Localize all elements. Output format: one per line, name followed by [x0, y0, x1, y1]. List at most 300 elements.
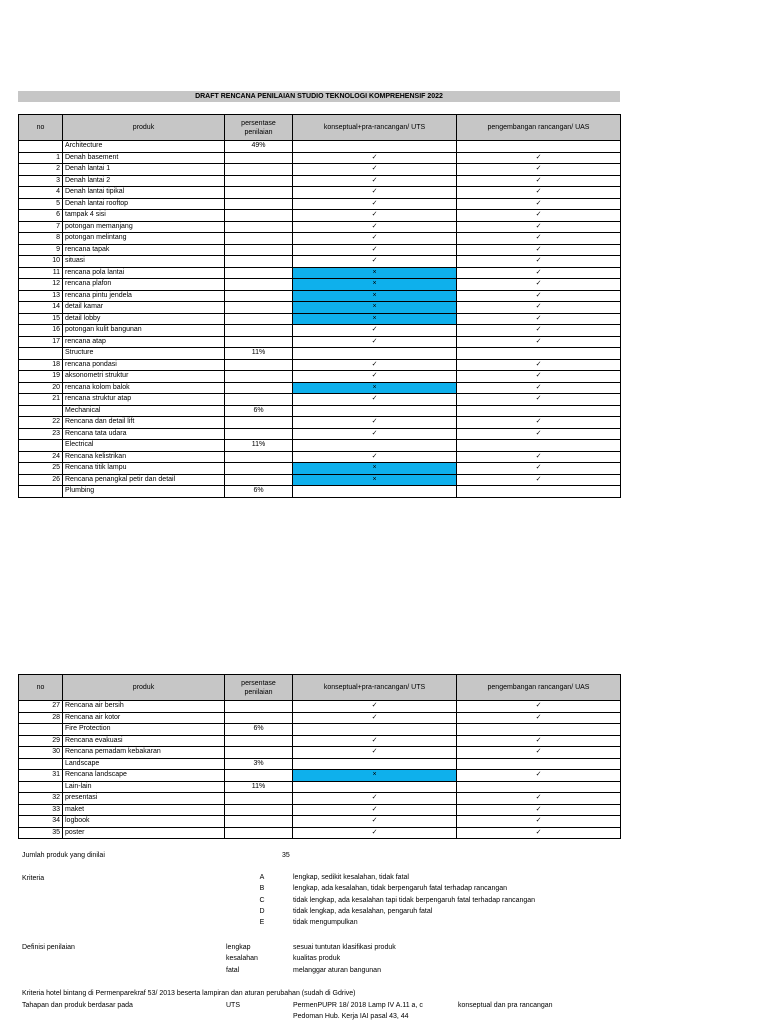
- table-row: [19, 701, 621, 713]
- table-row: [19, 290, 621, 302]
- table-row: [19, 325, 621, 337]
- row-uts-mark: ✓: [293, 325, 457, 337]
- row-produk: potongan kulit bangunan: [63, 325, 225, 337]
- row-no: 27: [19, 701, 63, 713]
- row-uts-mark: ✓: [293, 747, 457, 759]
- section-row: [19, 724, 621, 736]
- row-persentase: [225, 827, 293, 839]
- row-persentase: [225, 712, 293, 724]
- footer-ref1b: konseptual dan pra rancangan: [458, 1002, 553, 1009]
- definisi-label: Definisi penilaian: [22, 944, 75, 951]
- row-produk: situasi: [63, 256, 225, 268]
- summary-value: 35: [282, 852, 290, 859]
- row-uas-mark: ✓: [457, 747, 621, 759]
- row-uts-mark: ✓: [293, 221, 457, 233]
- row-uts-mark: ✓: [293, 152, 457, 164]
- row-uts-mark: [293, 781, 457, 793]
- row-uts-mark: ×: [293, 279, 457, 291]
- kriteria-descriptions: [293, 872, 613, 928]
- row-uts-mark: ✓: [293, 187, 457, 199]
- row-produk: rencana pintu jendela: [63, 290, 225, 302]
- row-uts-mark: ✓: [293, 793, 457, 805]
- row-uts-mark: [293, 440, 457, 452]
- row-uts-mark: [293, 724, 457, 736]
- row-no: 22: [19, 417, 63, 429]
- table-row: [19, 712, 621, 724]
- row-uts-mark: ✓: [293, 712, 457, 724]
- row-persentase: [225, 371, 293, 383]
- row-produk: Denah lantai tipikal: [63, 187, 225, 199]
- row-uas-mark: ✓: [457, 244, 621, 256]
- row-uts-mark: ✓: [293, 735, 457, 747]
- table-row: [19, 770, 621, 782]
- row-uts-mark: ×: [293, 313, 457, 325]
- row-produk: rencana atap: [63, 336, 225, 348]
- row-uas-mark: ✓: [457, 417, 621, 429]
- row-no: 5: [19, 198, 63, 210]
- row-produk: potongan melintang: [63, 233, 225, 245]
- row-uas-mark: ✓: [457, 359, 621, 371]
- row-persentase: [225, 463, 293, 475]
- row-persentase: [225, 816, 293, 828]
- row-produk: Electrical: [63, 440, 225, 452]
- header-uts: konseptual+pra-rancangan/ UTS: [293, 115, 457, 141]
- row-uas-mark: ✓: [457, 463, 621, 475]
- row-persentase: 6%: [225, 486, 293, 498]
- row-uts-mark: ✓: [293, 451, 457, 463]
- row-uts-mark: ✓: [293, 417, 457, 429]
- row-uas-mark: ✓: [457, 152, 621, 164]
- row-no: 32: [19, 793, 63, 805]
- row-uts-mark: ×: [293, 267, 457, 279]
- row-uas-mark: ✓: [457, 313, 621, 325]
- row-produk: Rencana penangkal petir dan detail: [63, 474, 225, 486]
- row-persentase: [225, 302, 293, 314]
- row-produk: rencana tapak: [63, 244, 225, 256]
- row-produk: Rencana air bersih: [63, 701, 225, 713]
- assessment-table-2: [18, 674, 621, 839]
- table-row: [19, 747, 621, 759]
- section-row: [19, 781, 621, 793]
- row-persentase: [225, 451, 293, 463]
- row-uas-mark: ✓: [457, 164, 621, 176]
- row-persentase: [225, 256, 293, 268]
- kriteria-description: lengkap, sedikit kesalahan, tidak fatal: [293, 874, 409, 881]
- row-persentase: [225, 701, 293, 713]
- row-no: 11: [19, 267, 63, 279]
- table-row: [19, 451, 621, 463]
- row-no: 34: [19, 816, 63, 828]
- section-row: [19, 405, 621, 417]
- row-persentase: [225, 244, 293, 256]
- row-uts-mark: ✓: [293, 336, 457, 348]
- row-uts-mark: ×: [293, 382, 457, 394]
- header-uas: pengembangan rancangan/ UAS: [457, 675, 621, 701]
- row-no: 13: [19, 290, 63, 302]
- row-uas-mark: [457, 405, 621, 417]
- row-no: [19, 486, 63, 498]
- row-uts-mark: ×: [293, 463, 457, 475]
- row-persentase: 11%: [225, 348, 293, 360]
- header-produk: produk: [63, 115, 225, 141]
- row-produk: presentasi: [63, 793, 225, 805]
- row-no: 16: [19, 325, 63, 337]
- row-no: 3: [19, 175, 63, 187]
- row-persentase: [225, 267, 293, 279]
- row-uas-mark: ✓: [457, 267, 621, 279]
- row-uts-mark: [293, 348, 457, 360]
- row-uts-mark: ✓: [293, 233, 457, 245]
- row-uas-mark: ✓: [457, 302, 621, 314]
- row-no: 14: [19, 302, 63, 314]
- row-uas-mark: ✓: [457, 735, 621, 747]
- header-uts: konseptual+pra-rancangan/ UTS: [293, 675, 457, 701]
- row-uas-mark: ✓: [457, 428, 621, 440]
- row-produk: Denah lantai rooftop: [63, 198, 225, 210]
- table-row: [19, 152, 621, 164]
- kriteria-description: lengkap, ada kesalahan, tidak berpengaruh fatal terhadap rancangan: [293, 885, 508, 893]
- row-no: 9: [19, 244, 63, 256]
- kriteria-grade: E: [259, 919, 265, 927]
- row-no: [19, 781, 63, 793]
- section-row: [19, 141, 621, 153]
- row-uas-mark: [457, 781, 621, 793]
- row-persentase: [225, 187, 293, 199]
- header-produk: produk: [63, 675, 225, 701]
- row-uts-mark: ×: [293, 770, 457, 782]
- table-row: [19, 313, 621, 325]
- row-persentase: [225, 336, 293, 348]
- row-no: 28: [19, 712, 63, 724]
- definisi-term: fatal: [226, 966, 240, 974]
- row-no: 33: [19, 804, 63, 816]
- row-uts-mark: ✓: [293, 359, 457, 371]
- row-produk: Denah basement: [63, 152, 225, 164]
- row-produk: maket: [63, 804, 225, 816]
- definisi-description: kualitas produk: [293, 955, 341, 963]
- row-persentase: [225, 804, 293, 816]
- row-uas-mark: ✓: [457, 827, 621, 839]
- row-uts-mark: ✓: [293, 198, 457, 210]
- row-no: 2: [19, 164, 63, 176]
- table-row: [19, 371, 621, 383]
- row-uas-mark: ✓: [457, 175, 621, 187]
- row-uts-mark: ×: [293, 290, 457, 302]
- row-no: 26: [19, 474, 63, 486]
- row-persentase: [225, 382, 293, 394]
- row-uts-mark: ✓: [293, 371, 457, 383]
- table-row: [19, 221, 621, 233]
- table-row: [19, 302, 621, 314]
- definisi-description: melanggar aturan bangunan: [293, 966, 381, 974]
- footer-note: Kriteria hotel bintang di Permenparekraf 53/ 2013 beserta lampiran dan aturan perubahan (sudah di Gdrive): [22, 990, 356, 997]
- row-produk: Lain-lain: [63, 781, 225, 793]
- row-uas-mark: ✓: [457, 290, 621, 302]
- row-no: [19, 440, 63, 452]
- row-uas-mark: ✓: [457, 325, 621, 337]
- row-persentase: [225, 198, 293, 210]
- kriteria-description: tidak lengkap, ada kesalahan, pengaruh fatal: [293, 907, 433, 915]
- row-uts-mark: ×: [293, 474, 457, 486]
- row-uas-mark: [457, 440, 621, 452]
- row-no: 18: [19, 359, 63, 371]
- row-uas-mark: ✓: [457, 451, 621, 463]
- row-no: 8: [19, 233, 63, 245]
- row-uts-mark: [293, 486, 457, 498]
- table-row: [19, 359, 621, 371]
- row-uts-mark: [293, 405, 457, 417]
- row-produk: detail kamar: [63, 302, 225, 314]
- kriteria-grade: D: [259, 907, 265, 915]
- row-uas-mark: ✓: [457, 793, 621, 805]
- row-persentase: [225, 313, 293, 325]
- row-no: 19: [19, 371, 63, 383]
- row-no: [19, 348, 63, 360]
- row-uts-mark: ×: [293, 302, 457, 314]
- row-produk: rencana struktur atap: [63, 394, 225, 406]
- row-no: 21: [19, 394, 63, 406]
- row-produk: Mechanical: [63, 405, 225, 417]
- table-row: [19, 256, 621, 268]
- table-row: [19, 474, 621, 486]
- row-produk: Rencana air kotor: [63, 712, 225, 724]
- row-persentase: [225, 175, 293, 187]
- kriteria-grade: B: [259, 885, 265, 893]
- row-persentase: [225, 279, 293, 291]
- row-produk: Denah lantai 1: [63, 164, 225, 176]
- assessment-table-1: [18, 114, 621, 498]
- footer-ref2: Pedoman Hub. Kerja IAI pasal 43, 44: [293, 1013, 409, 1020]
- row-persentase: 11%: [225, 440, 293, 452]
- table-row: [19, 233, 621, 245]
- row-persentase: [225, 210, 293, 222]
- row-no: 31: [19, 770, 63, 782]
- row-uas-mark: ✓: [457, 336, 621, 348]
- kriteria-description: tidak mengumpulkan: [293, 919, 358, 927]
- row-no: 29: [19, 735, 63, 747]
- row-uts-mark: ✓: [293, 256, 457, 268]
- row-uts-mark: ✓: [293, 394, 457, 406]
- row-persentase: [225, 474, 293, 486]
- table-row: [19, 336, 621, 348]
- row-uts-mark: ✓: [293, 244, 457, 256]
- table-row: [19, 394, 621, 406]
- row-uas-mark: ✓: [457, 210, 621, 222]
- row-produk: logbook: [63, 816, 225, 828]
- row-no: 25: [19, 463, 63, 475]
- row-produk: Rencana pemadam kebakaran: [63, 747, 225, 759]
- table-row: [19, 187, 621, 199]
- row-produk: Structure: [63, 348, 225, 360]
- definisi-description: sesuai tuntutan klasifikasi produk: [293, 944, 396, 951]
- row-persentase: [225, 394, 293, 406]
- row-uas-mark: ✓: [457, 701, 621, 713]
- row-produk: Rencana dan detail lift: [63, 417, 225, 429]
- row-uas-mark: ✓: [457, 382, 621, 394]
- table-header-row: [19, 115, 621, 141]
- table-row: [19, 804, 621, 816]
- row-persentase: 3%: [225, 758, 293, 770]
- table-row: [19, 164, 621, 176]
- row-uas-mark: [457, 141, 621, 153]
- summary-label: Jumlah produk yang dinilai: [22, 852, 105, 859]
- row-uas-mark: [457, 758, 621, 770]
- footer-uts: UTS: [226, 1002, 240, 1009]
- row-no: 20: [19, 382, 63, 394]
- table-row: [19, 827, 621, 839]
- table-row: [19, 382, 621, 394]
- row-uas-mark: [457, 724, 621, 736]
- row-produk: rencana pondasi: [63, 359, 225, 371]
- definisi-term: kesalahan: [226, 955, 258, 963]
- row-no: 4: [19, 187, 63, 199]
- footer-ref1: PermenPUPR 18/ 2018 Lamp IV A.11 a, c: [293, 1002, 423, 1009]
- row-no: [19, 141, 63, 153]
- row-no: [19, 758, 63, 770]
- table-row: [19, 175, 621, 187]
- row-uas-mark: ✓: [457, 198, 621, 210]
- row-uas-mark: ✓: [457, 256, 621, 268]
- row-produk: Architecture: [63, 141, 225, 153]
- section-row: [19, 440, 621, 452]
- row-no: 12: [19, 279, 63, 291]
- row-produk: rencana pola lantai: [63, 267, 225, 279]
- table-row: [19, 417, 621, 429]
- row-persentase: [225, 325, 293, 337]
- row-uts-mark: ✓: [293, 816, 457, 828]
- row-uas-mark: ✓: [457, 712, 621, 724]
- row-no: 24: [19, 451, 63, 463]
- row-uts-mark: ✓: [293, 210, 457, 222]
- kriteria-description: tidak lengkap, ada kesalahan tapi tidak berpengaruh fatal terhadap rancangan: [293, 896, 536, 904]
- row-persentase: 6%: [225, 405, 293, 417]
- row-no: 7: [19, 221, 63, 233]
- row-produk: tampak 4 sisi: [63, 210, 225, 222]
- row-produk: Rencana kelistrikan: [63, 451, 225, 463]
- row-uts-mark: ✓: [293, 175, 457, 187]
- row-uas-mark: ✓: [457, 394, 621, 406]
- row-no: 1: [19, 152, 63, 164]
- table-row: [19, 735, 621, 747]
- row-no: 30: [19, 747, 63, 759]
- row-no: 10: [19, 256, 63, 268]
- row-produk: rencana kolom balok: [63, 382, 225, 394]
- row-persentase: [225, 417, 293, 429]
- definisi-terms: [226, 942, 286, 976]
- row-produk: potongan memanjang: [63, 221, 225, 233]
- row-persentase: [225, 359, 293, 371]
- row-produk: poster: [63, 827, 225, 839]
- row-no: 15: [19, 313, 63, 325]
- row-persentase: [225, 793, 293, 805]
- table-row: [19, 428, 621, 440]
- kriteria-grade: C: [259, 896, 265, 904]
- row-no: 23: [19, 428, 63, 440]
- row-produk: Rencana titik lampu: [63, 463, 225, 475]
- row-persentase: 6%: [225, 724, 293, 736]
- row-produk: Denah lantai 2: [63, 175, 225, 187]
- row-persentase: [225, 164, 293, 176]
- row-produk: Rencana evakuasi: [63, 735, 225, 747]
- row-no: 6: [19, 210, 63, 222]
- row-persentase: [225, 747, 293, 759]
- row-persentase: [225, 152, 293, 164]
- row-persentase: [225, 428, 293, 440]
- row-uts-mark: ✓: [293, 428, 457, 440]
- section-row: [19, 758, 621, 770]
- row-persentase: 11%: [225, 781, 293, 793]
- table-row: [19, 198, 621, 210]
- row-produk: Fire Protection: [63, 724, 225, 736]
- kriteria-label: Kriteria: [22, 875, 45, 882]
- row-persentase: [225, 770, 293, 782]
- row-uas-mark: ✓: [457, 804, 621, 816]
- row-uts-mark: ✓: [293, 701, 457, 713]
- row-uas-mark: ✓: [457, 816, 621, 828]
- row-uas-mark: ✓: [457, 187, 621, 199]
- table-row: [19, 816, 621, 828]
- row-uts-mark: [293, 758, 457, 770]
- row-uts-mark: ✓: [293, 804, 457, 816]
- row-persentase: [225, 735, 293, 747]
- row-uts-mark: ✓: [293, 164, 457, 176]
- header-no: no: [19, 675, 63, 701]
- header-persentase: persentase penilaian: [225, 115, 293, 141]
- kriteria-grade: A: [259, 874, 265, 881]
- row-uas-mark: ✓: [457, 770, 621, 782]
- row-uas-mark: ✓: [457, 221, 621, 233]
- row-uas-mark: [457, 348, 621, 360]
- table-header-row: [19, 675, 621, 701]
- row-uas-mark: [457, 486, 621, 498]
- table-row: [19, 210, 621, 222]
- row-persentase: [225, 221, 293, 233]
- row-no: 17: [19, 336, 63, 348]
- row-no: [19, 405, 63, 417]
- row-uas-mark: ✓: [457, 279, 621, 291]
- table-row: [19, 244, 621, 256]
- header-uas: pengembangan rancangan/ UAS: [457, 115, 621, 141]
- row-produk: rencana plafon: [63, 279, 225, 291]
- header-no: no: [19, 115, 63, 141]
- row-produk: Plumbing: [63, 486, 225, 498]
- row-uas-mark: ✓: [457, 371, 621, 383]
- row-persentase: 49%: [225, 141, 293, 153]
- row-no: 35: [19, 827, 63, 839]
- section-row: [19, 486, 621, 498]
- row-uts-mark: ✓: [293, 827, 457, 839]
- document-title: DRAFT RENCANA PENILAIAN STUDIO TEKNOLOGI KOMPREHENSIF 2022: [18, 91, 620, 102]
- row-no: [19, 724, 63, 736]
- kriteria-grades: [256, 872, 268, 928]
- row-produk: Landscape: [63, 758, 225, 770]
- definisi-term: lengkap: [226, 944, 251, 951]
- row-produk: Rencana tata udara: [63, 428, 225, 440]
- footer-tahapan: Tahapan dan produk berdasar pada: [22, 1002, 133, 1009]
- header-persentase: persentase penilaian: [225, 675, 293, 701]
- row-persentase: [225, 233, 293, 245]
- section-row: [19, 348, 621, 360]
- row-produk: aksonometri struktur: [63, 371, 225, 383]
- table-row: [19, 279, 621, 291]
- row-uas-mark: ✓: [457, 233, 621, 245]
- table-row: [19, 463, 621, 475]
- row-persentase: [225, 290, 293, 302]
- table-row: [19, 267, 621, 279]
- row-uts-mark: [293, 141, 457, 153]
- row-produk: Rencana landscape: [63, 770, 225, 782]
- definisi-descriptions: [293, 942, 493, 976]
